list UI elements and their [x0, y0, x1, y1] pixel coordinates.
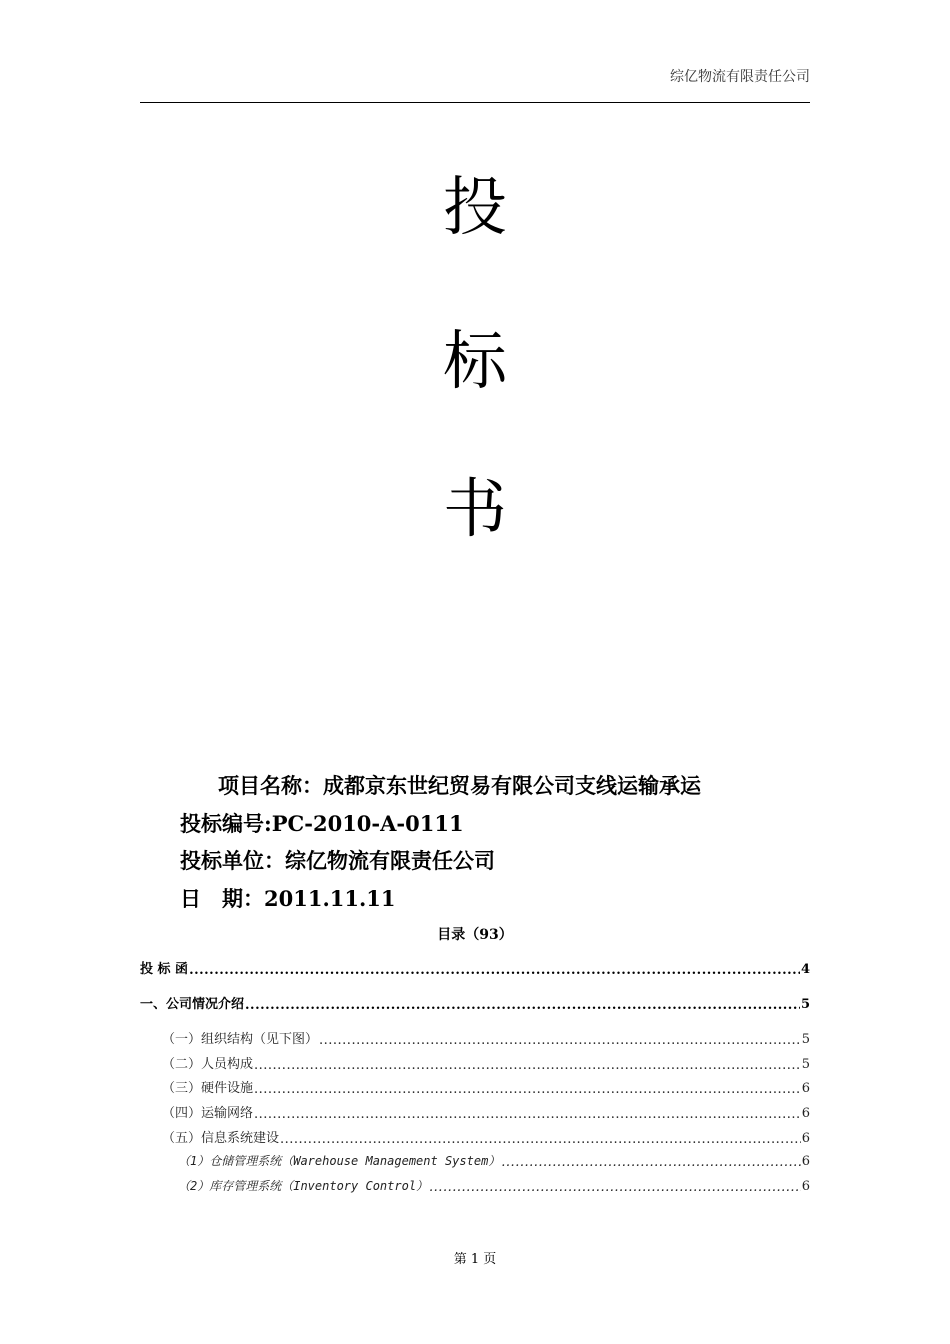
toc-entry[interactable] — [140, 1102, 810, 1121]
bid-date: 日 期：2011.11.11 — [180, 886, 396, 911]
toc-entry-page: 5 — [801, 1032, 810, 1047]
toc-entry-label: （2）库存管理系统（Inventory Control） — [178, 1179, 429, 1193]
toc-entry-label: （四）运输网络 — [162, 1106, 254, 1121]
toc-entry-label: （三）硬件设施 — [162, 1081, 254, 1096]
page-number: 第 1 页 — [453, 1252, 497, 1267]
toc-leader — [254, 1082, 801, 1095]
toc-leader — [319, 1033, 801, 1046]
toc-entry-label: （二）人员构成 — [162, 1057, 254, 1072]
project-name: 项目名称：成都京东世纪贸易有限公司支线运输承运 — [218, 773, 701, 798]
cover-title-char: 投 — [443, 171, 507, 245]
bid-number: 投标编号:PC-2010-A-0111 — [180, 811, 464, 836]
toc-entry-label: 投 标 函 — [140, 962, 189, 977]
toc-entry[interactable] — [140, 1053, 810, 1072]
toc-entry-page: 6 — [801, 1154, 810, 1169]
toc-entry-label: （五）信息系统建设 — [162, 1131, 280, 1146]
toc-entry-page: 5 — [801, 1057, 810, 1072]
toc-entry-page: 6 — [801, 1179, 810, 1194]
header-company: 综亿物流有限责任公司 — [670, 69, 810, 85]
toc-entry-page: 6 — [801, 1081, 810, 1096]
toc-entry-page: 6 — [801, 1131, 810, 1146]
toc-entry[interactable] — [140, 1152, 810, 1169]
toc-leader — [189, 963, 800, 976]
toc-entry-page: 5 — [800, 997, 810, 1012]
toc-entry-page: 4 — [800, 962, 810, 977]
toc-entry[interactable] — [140, 1177, 810, 1194]
toc-leader — [280, 1132, 801, 1145]
bid-unit: 投标单位：综亿物流有限责任公司 — [180, 848, 495, 873]
toc-entry-label: 一、公司情况介绍 — [140, 997, 245, 1012]
cover-title-char: 书 — [443, 473, 507, 547]
toc-entry[interactable] — [140, 1127, 810, 1146]
toc-leader — [254, 1107, 801, 1120]
toc-entry[interactable] — [140, 993, 810, 1012]
toc-leader — [501, 1155, 800, 1168]
toc-entry-label: （1）仓储管理系统（Warehouse Management System） — [178, 1154, 501, 1168]
toc-title: 目录（93） — [437, 927, 513, 943]
cover-title-char: 标 — [443, 325, 507, 399]
header-rule — [140, 102, 810, 103]
toc-leader — [254, 1058, 801, 1071]
toc-entry[interactable] — [140, 1028, 810, 1047]
toc-leader — [245, 998, 800, 1011]
toc-entry[interactable] — [140, 958, 810, 977]
toc-entry-label: （一）组织结构（见下图） — [162, 1032, 319, 1047]
toc-leader — [429, 1180, 801, 1193]
toc-entry[interactable] — [140, 1077, 810, 1096]
toc-entry-page: 6 — [801, 1106, 810, 1121]
